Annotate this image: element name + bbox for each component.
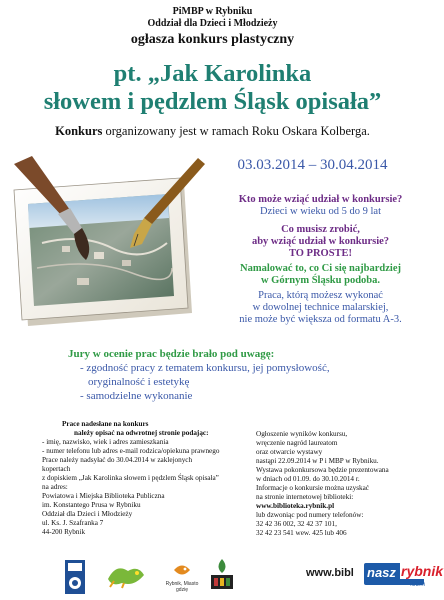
dragon-logo-icon <box>104 561 148 589</box>
results-line-10: lub dzwoniąc pod numery telefonów: <box>256 511 364 519</box>
how-question-1: Co musisz zrobić, <box>281 224 360 235</box>
submission-line-8: Powiatowa i Miejska Biblioteka Publiczna <box>42 492 165 500</box>
submission-line-7: na adres: <box>42 483 68 491</box>
jury-title: Jury w ocenie prac będzie brało pod uwagę: <box>68 348 275 360</box>
results-line-1: Ogłoszenie wyników konkursu, <box>256 430 348 438</box>
contest-title <box>0 60 425 116</box>
subtitle-rest: organizowany jest w ramach Roku Oskara Kolberga. <box>102 124 370 138</box>
organizer-line-1: PiMBP w Rybniku <box>172 6 253 17</box>
naszrybnik-domain: .com <box>409 581 425 588</box>
subtitle-bold: Konkurs <box>55 124 103 138</box>
results-line-5: Wystawa pokonkursowa będzie prezentowana <box>256 466 389 474</box>
results-line-7: Informacje o konkursie można uzyskać <box>256 484 369 492</box>
submission-line-9: im. Konstantego Prusa w Rybniku <box>42 501 141 509</box>
sponsor-logos <box>44 555 444 600</box>
announcement: ogłasza konkurs plastyczny <box>130 32 295 47</box>
footer-website: www.bibl <box>306 567 354 579</box>
rybnik-fish-icon <box>171 559 193 581</box>
how-rule-3: nie może być większa od formatu A-3. <box>239 314 402 325</box>
who-section <box>218 194 423 218</box>
subtitle <box>0 124 425 139</box>
results-line-3: oraz otwarcie wystawy <box>256 448 323 456</box>
submission-line-11: ul. Ks. J. Szafranka 7 <box>42 519 104 527</box>
how-task-1: Namalować to, co Ci się najbardziej <box>240 263 401 274</box>
how-simple: TO PROSTE! <box>288 248 353 259</box>
submission-line-3: - imię, nazwisko, wiek i adres zamieszkania <box>42 438 169 446</box>
submission-line-4: - numer telefonu lub adres e-mail rodzica/opiekuna prawnego <box>42 447 220 455</box>
library-logo-icon <box>64 559 86 595</box>
submission-info <box>42 420 222 537</box>
submission-line-5: Prace należy nadsyłać do 30.04.2014 w zaklejonych kopertach <box>42 456 193 473</box>
artwork-illustration <box>2 148 207 343</box>
how-question-2: aby wziąć udział w konkursie? <box>251 236 390 247</box>
how-rule-2: w dowolnej technice malarskiej, <box>252 302 389 313</box>
who-answer: Dzieci w wieku od 5 do 9 lat <box>259 206 381 217</box>
library-website-link[interactable]: www.biblioteka.rybnik.pl <box>256 502 335 510</box>
how-task-2: w Górnym Śląsku podoba. <box>260 275 381 286</box>
results-info <box>256 430 424 538</box>
organizer-line-2: Oddział dla Dzieci i Młodzieży <box>147 18 278 29</box>
results-line-4: nastąpi 22.09.2014 w P i MBP w Rybniku. <box>256 457 379 465</box>
submission-line-2: należy opisać na odwrotnej stronie podając: <box>74 429 209 437</box>
results-line-11: 32 42 36 002, 32 42 37 101, <box>256 520 337 528</box>
results-line-8: na stronie internetowej biblioteki: <box>256 493 354 501</box>
contest-dates: 03.03.2014 – 30.04.2014 <box>237 157 388 173</box>
how-rule-1: Praca, którą możesz wykonać <box>258 290 383 301</box>
results-line-12: 32 42 23 541 wew. 425 lub 406 <box>256 529 347 537</box>
kolberg-year-logo-icon <box>209 557 235 591</box>
submission-line-10: Oddział dla Dzieci i Młodzieży <box>42 510 133 518</box>
naszrybnik-nasz: nasz <box>367 565 396 580</box>
submission-line-1: Prace nadesłane na konkurs <box>62 420 149 428</box>
results-line-6: w dniach od 01.09. do 30.10.2014 r. <box>256 475 360 483</box>
naszrybnik-rybnik: rybnik <box>401 563 444 579</box>
jury-item-1b: oryginalność i estetykę <box>88 376 190 388</box>
rybnik-logo-text: Rybnik, Miasto gdzię <box>165 581 199 593</box>
title-line-2: słowem i pędzlem Śląsk opisała” <box>43 88 382 115</box>
jury-section <box>68 347 368 403</box>
how-section <box>218 224 423 326</box>
jury-item-2: - samodzielne wykonanie <box>80 390 193 402</box>
title-line-1: pt. „Jak Karolinka <box>113 60 312 87</box>
submission-line-12: 44-200 Rybnik <box>42 528 86 536</box>
submission-line-6: z dopiskiem „Jak Karolinka słowem i pędzlem Śląsk opisała” <box>42 474 219 482</box>
rybnik-city-logo <box>162 559 202 593</box>
who-question: Kto może wziąć udział w konkursie? <box>238 194 403 205</box>
jury-item-1: - zgodność pracy z tematem konkursu, jej pomysłowość, <box>80 362 330 374</box>
results-line-2: wręczenie nagród laureatom <box>256 439 338 447</box>
organizer <box>0 6 425 30</box>
